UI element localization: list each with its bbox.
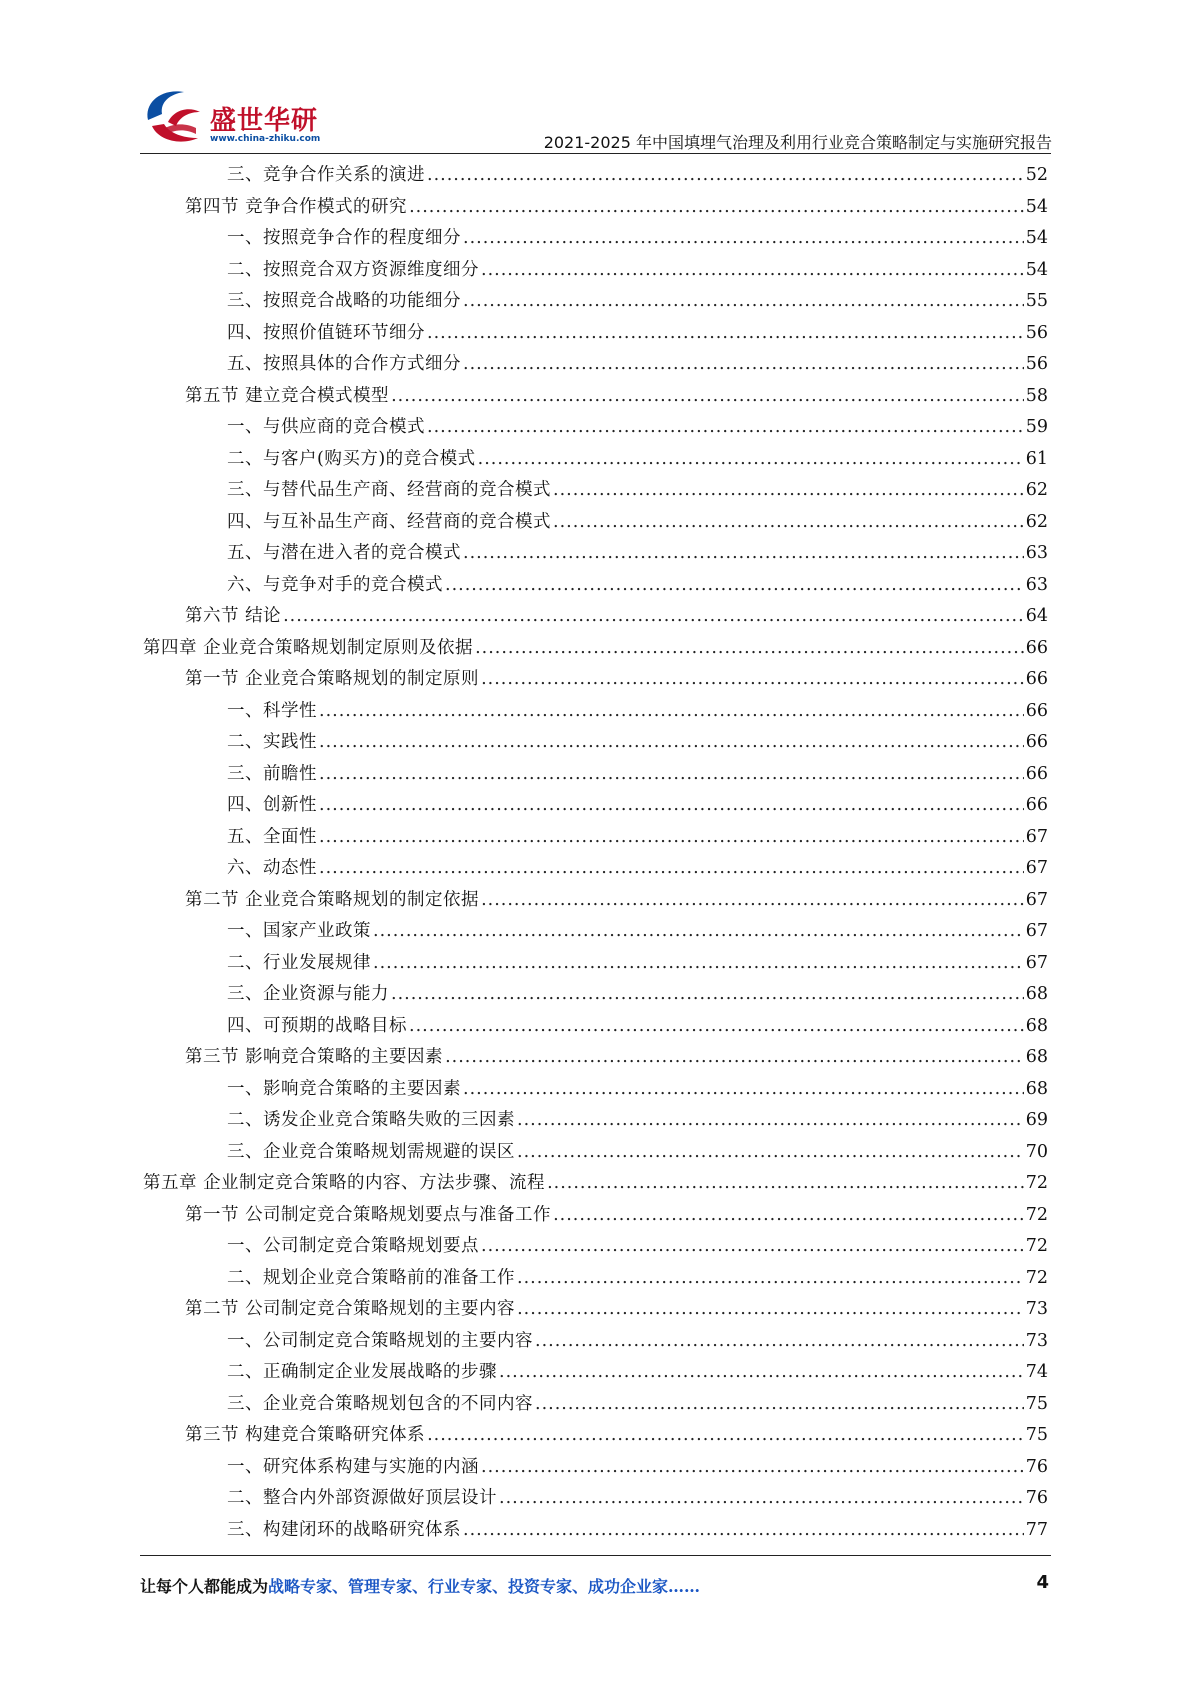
toc-entry-label: 第三节 影响竞合策略的主要因素 [185, 1047, 444, 1067]
toc-entry-page: 72 [1025, 1267, 1048, 1288]
slogan-lead: 让每个人都能成为 [140, 1577, 269, 1596]
toc-leader-dots [445, 1042, 1024, 1074]
toc-entry-page: 76 [1025, 1488, 1048, 1508]
toc-leader-dots [319, 853, 1024, 885]
toc-entry-label: 三、与替代品生产商、经营商的竞合模式 [227, 480, 551, 500]
footer-slogan [140, 1574, 700, 1597]
toc-leader-dots [553, 1200, 1024, 1232]
toc-entry[interactable] [143, 1137, 1048, 1169]
toc-entry-page: 74 [1025, 1362, 1048, 1382]
toc-leader-dots [283, 601, 1024, 633]
toc-entry-page: 76 [1025, 1456, 1048, 1477]
toc-leader-dots [319, 822, 1024, 854]
toc-entry-label: 一、国家产业政策 [227, 921, 371, 941]
toc-entry[interactable] [143, 633, 1048, 665]
toc-entry-page: 63 [1025, 574, 1048, 595]
toc-entry-page: 67 [1025, 889, 1048, 910]
toc-entry[interactable] [143, 570, 1048, 602]
toc-leader-dots [463, 223, 1024, 255]
toc-entry[interactable] [143, 507, 1048, 539]
toc-entry[interactable] [143, 349, 1048, 381]
toc-entry-label: 三、按照竞合战略的功能细分 [227, 291, 461, 311]
toc-entry-page: 63 [1025, 543, 1048, 563]
toc-leader-dots [517, 1294, 1024, 1326]
toc-entry-label: 三、构建闭环的战略研究体系 [227, 1519, 461, 1540]
toc-entry-label: 五、按照具体的合作方式细分 [227, 354, 461, 374]
toc-entry-label: 三、企业竞合策略规划包含的不同内容 [227, 1393, 533, 1414]
toc-entry-page: 72 [1025, 1204, 1048, 1225]
toc-entry[interactable] [143, 1074, 1048, 1106]
toc-entry-label: 二、行业发展规律 [227, 952, 371, 973]
toc-leader-dots [391, 381, 1024, 413]
toc-entry[interactable] [143, 192, 1048, 224]
toc-entry-label: 一、科学性 [227, 700, 317, 721]
toc-entry-page: 66 [1025, 669, 1048, 689]
toc-entry-page: 72 [1025, 1173, 1048, 1193]
toc-entry-label: 第一节 企业竞合策略规划的制定原则 [185, 669, 480, 689]
toc-leader-dots [517, 1137, 1024, 1169]
toc-entry[interactable] [143, 727, 1048, 759]
toc-entry-page: 73 [1025, 1299, 1048, 1319]
toc-entry-label: 六、与竞争对手的竞合模式 [227, 574, 443, 595]
toc-entry[interactable] [143, 538, 1048, 570]
toc-entry[interactable] [143, 223, 1048, 255]
toc-entry[interactable] [143, 1200, 1048, 1232]
toc-leader-dots [553, 507, 1024, 539]
toc-leader-dots [499, 1357, 1024, 1389]
toc-entry-label: 五、与潜在进入者的竞合模式 [227, 543, 461, 563]
toc-entry[interactable] [143, 255, 1048, 287]
slogan-highlight: 战略专家、管理专家、行业专家、投资专家、成功企业家…… [268, 1577, 701, 1596]
toc-entry-label: 第二节 企业竞合策略规划的制定依据 [185, 889, 480, 910]
toc-entry[interactable] [143, 696, 1048, 728]
toc-entry[interactable] [143, 1231, 1048, 1263]
toc-leader-dots [319, 759, 1024, 791]
toc-entry-label: 第五节 建立竞合模式模型 [185, 385, 390, 406]
toc-entry[interactable] [143, 381, 1048, 413]
toc-entry[interactable] [143, 444, 1048, 476]
toc-leader-dots [319, 790, 1024, 822]
toc-leader-dots [427, 318, 1024, 350]
toc-entry[interactable] [143, 1263, 1048, 1295]
toc-entry[interactable] [143, 286, 1048, 318]
toc-entry[interactable] [143, 1452, 1048, 1484]
toc-entry[interactable] [143, 1105, 1048, 1137]
toc-leader-dots [517, 1263, 1024, 1295]
toc-entry-page: 77 [1025, 1519, 1048, 1540]
toc-entry-label: 二、诱发企业竞合策略失败的三因素 [227, 1110, 515, 1130]
toc-entry-label: 二、整合内外部资源做好顶层设计 [227, 1488, 497, 1508]
toc-entry-page: 67 [1025, 952, 1048, 973]
toc-entry-label: 三、企业资源与能力 [227, 984, 389, 1004]
toc-entry-label: 一、公司制定竞合策略规划的主要内容 [227, 1330, 533, 1351]
toc-leader-dots [535, 1326, 1024, 1358]
logo-url: www.china-zhiku.com [210, 134, 321, 144]
toc-leader-dots [373, 948, 1024, 980]
toc-leader-dots [553, 475, 1024, 507]
toc-entry[interactable] [143, 1515, 1048, 1547]
toc-entry-page: 68 [1025, 1047, 1048, 1067]
toc-leader-dots [481, 885, 1024, 917]
toc-entry-label: 第四章 企业竞合策略规划制定原则及依据 [143, 637, 474, 658]
toc-entry-page: 70 [1025, 1141, 1048, 1162]
toc-entry-page: 66 [1025, 700, 1048, 721]
toc-entry-page: 64 [1025, 606, 1048, 626]
toc-entry[interactable] [143, 916, 1048, 948]
toc-entry-page: 61 [1025, 448, 1048, 469]
toc-entry-label: 三、竞争合作关系的演进 [227, 165, 425, 185]
toc-leader-dots [517, 1105, 1024, 1137]
toc-entry-label: 六、动态性 [227, 858, 317, 878]
page-number: 4 [1036, 1572, 1049, 1593]
toc-leader-dots [475, 633, 1024, 665]
toc-leader-dots [478, 444, 1024, 476]
footer-divider [140, 1555, 1051, 1556]
logo-name: 盛世华研 [210, 106, 319, 136]
toc-entry-label: 第六节 结论 [185, 606, 282, 626]
toc-entry-page: 58 [1025, 385, 1048, 406]
toc-leader-dots [535, 1389, 1024, 1421]
toc-leader-dots [481, 664, 1024, 696]
toc-entry[interactable] [143, 948, 1048, 980]
toc-entry-page: 68 [1025, 1078, 1048, 1099]
toc-entry[interactable] [143, 601, 1048, 633]
toc-leader-dots [463, 1074, 1024, 1106]
toc-entry[interactable] [143, 1168, 1048, 1200]
toc-entry[interactable] [143, 853, 1048, 885]
toc-entry-label: 一、与供应商的竞合模式 [227, 417, 425, 437]
toc-entry-label: 四、创新性 [227, 795, 317, 815]
toc-entry-page: 56 [1025, 322, 1048, 343]
toc-leader-dots [445, 570, 1024, 602]
toc-entry-page: 67 [1025, 826, 1048, 847]
toc-leader-dots [481, 1452, 1024, 1484]
toc-leader-dots [481, 255, 1024, 287]
toc-leader-dots [373, 916, 1024, 948]
toc-leader-dots [319, 696, 1024, 728]
toc-leader-dots [463, 1515, 1024, 1547]
toc-leader-dots [319, 727, 1024, 759]
toc-entry-label: 四、与互补品生产商、经营商的竞合模式 [227, 511, 551, 532]
toc-entry-page: 66 [1025, 763, 1048, 784]
toc-entry[interactable] [143, 664, 1048, 696]
toc-entry-page: 56 [1025, 354, 1048, 374]
toc-entry[interactable] [143, 1389, 1048, 1421]
toc-entry-label: 二、规划企业竞合策略前的准备工作 [227, 1267, 515, 1288]
toc-entry-label: 二、正确制定企业发展战略的步骤 [227, 1362, 497, 1382]
toc-entry-label: 四、按照价值链环节细分 [227, 322, 425, 343]
toc-entry[interactable] [143, 412, 1048, 444]
toc-entry-label: 三、企业竞合策略规划需规避的误区 [227, 1141, 515, 1162]
toc-leader-dots [409, 1011, 1024, 1043]
toc-entry-page: 68 [1025, 1015, 1048, 1036]
toc-entry-page: 66 [1025, 637, 1048, 658]
toc-entry-page: 59 [1025, 417, 1048, 437]
toc-leader-dots [427, 160, 1024, 192]
toc-entry-page: 75 [1025, 1425, 1048, 1445]
toc-leader-dots [409, 192, 1024, 224]
toc-entry-label: 二、实践性 [227, 732, 317, 752]
toc-entry[interactable] [143, 475, 1048, 507]
toc-entry[interactable] [143, 318, 1048, 350]
toc-leader-dots [427, 1420, 1024, 1452]
toc-entry-page: 52 [1025, 165, 1048, 185]
toc-entry-page: 62 [1025, 511, 1048, 532]
toc-entry-label: 二、按照竞合双方资源维度细分 [227, 259, 479, 280]
toc-entry-label: 第四节 竞争合作模式的研究 [185, 196, 408, 217]
toc-entry-page: 54 [1025, 228, 1048, 248]
toc-leader-dots [499, 1483, 1024, 1515]
toc-entry-page: 67 [1025, 921, 1048, 941]
toc-entry[interactable] [143, 759, 1048, 791]
toc-entry[interactable] [143, 822, 1048, 854]
toc-entry[interactable] [143, 885, 1048, 917]
toc-entry[interactable] [143, 790, 1048, 822]
toc-entry[interactable] [143, 1042, 1048, 1074]
toc-entry-page: 54 [1025, 196, 1048, 217]
toc-entry-label: 五、全面性 [227, 826, 317, 847]
toc-entry-page: 66 [1025, 795, 1048, 815]
report-title: 2021-2025 年中国填埋气治理及利用行业竞合策略制定与实施研究报告 [543, 133, 1052, 152]
toc-entry-label: 一、影响竞合策略的主要因素 [227, 1078, 461, 1099]
toc-entry[interactable] [143, 1011, 1048, 1043]
toc-entry-page: 75 [1025, 1393, 1048, 1414]
toc-entry-label: 一、按照竞争合作的程度细分 [227, 228, 461, 248]
toc-leader-dots [463, 286, 1024, 318]
toc-entry[interactable] [143, 1357, 1048, 1389]
toc-entry-label: 一、研究体系构建与实施的内涵 [227, 1456, 479, 1477]
toc-leader-dots [391, 979, 1024, 1011]
toc-entry-label: 第三节 构建竞合策略研究体系 [185, 1425, 426, 1445]
toc-entry-page: 62 [1025, 480, 1048, 500]
toc-entry-label: 第二节 公司制定竞合策略规划的主要内容 [185, 1299, 516, 1319]
toc-entry[interactable] [143, 1326, 1048, 1358]
toc-entry[interactable] [143, 160, 1048, 192]
toc-entry[interactable] [143, 979, 1048, 1011]
toc-entry-page: 68 [1025, 984, 1048, 1004]
toc-entry-label: 三、前瞻性 [227, 763, 317, 784]
toc-entry[interactable] [143, 1420, 1048, 1452]
toc-leader-dots [463, 538, 1024, 570]
toc-entry-label: 第一节 公司制定竞合策略规划要点与准备工作 [185, 1204, 552, 1225]
toc-entry-page: 69 [1025, 1110, 1048, 1130]
toc-entry-label: 二、与客户(购买方)的竞合模式 [227, 448, 476, 469]
toc-entry-page: 54 [1025, 259, 1048, 280]
toc-entry-page: 67 [1025, 858, 1048, 878]
toc-entry-page: 72 [1025, 1236, 1048, 1256]
toc-leader-dots [481, 1231, 1024, 1263]
table-of-contents [143, 160, 1048, 1546]
toc-leader-dots [547, 1168, 1024, 1200]
toc-leader-dots [463, 349, 1024, 381]
toc-entry[interactable] [143, 1483, 1048, 1515]
toc-entry[interactable] [143, 1294, 1048, 1326]
toc-entry-page: 55 [1025, 291, 1048, 311]
toc-entry-label: 一、公司制定竞合策略规划要点 [227, 1236, 479, 1256]
toc-leader-dots [427, 412, 1024, 444]
toc-entry-label: 四、可预期的战略目标 [227, 1015, 407, 1036]
toc-entry-page: 66 [1025, 732, 1048, 752]
header-divider [140, 153, 1051, 154]
toc-entry-label: 第五章 企业制定竞合策略的内容、方法步骤、流程 [143, 1173, 546, 1193]
toc-entry-page: 73 [1025, 1330, 1048, 1351]
